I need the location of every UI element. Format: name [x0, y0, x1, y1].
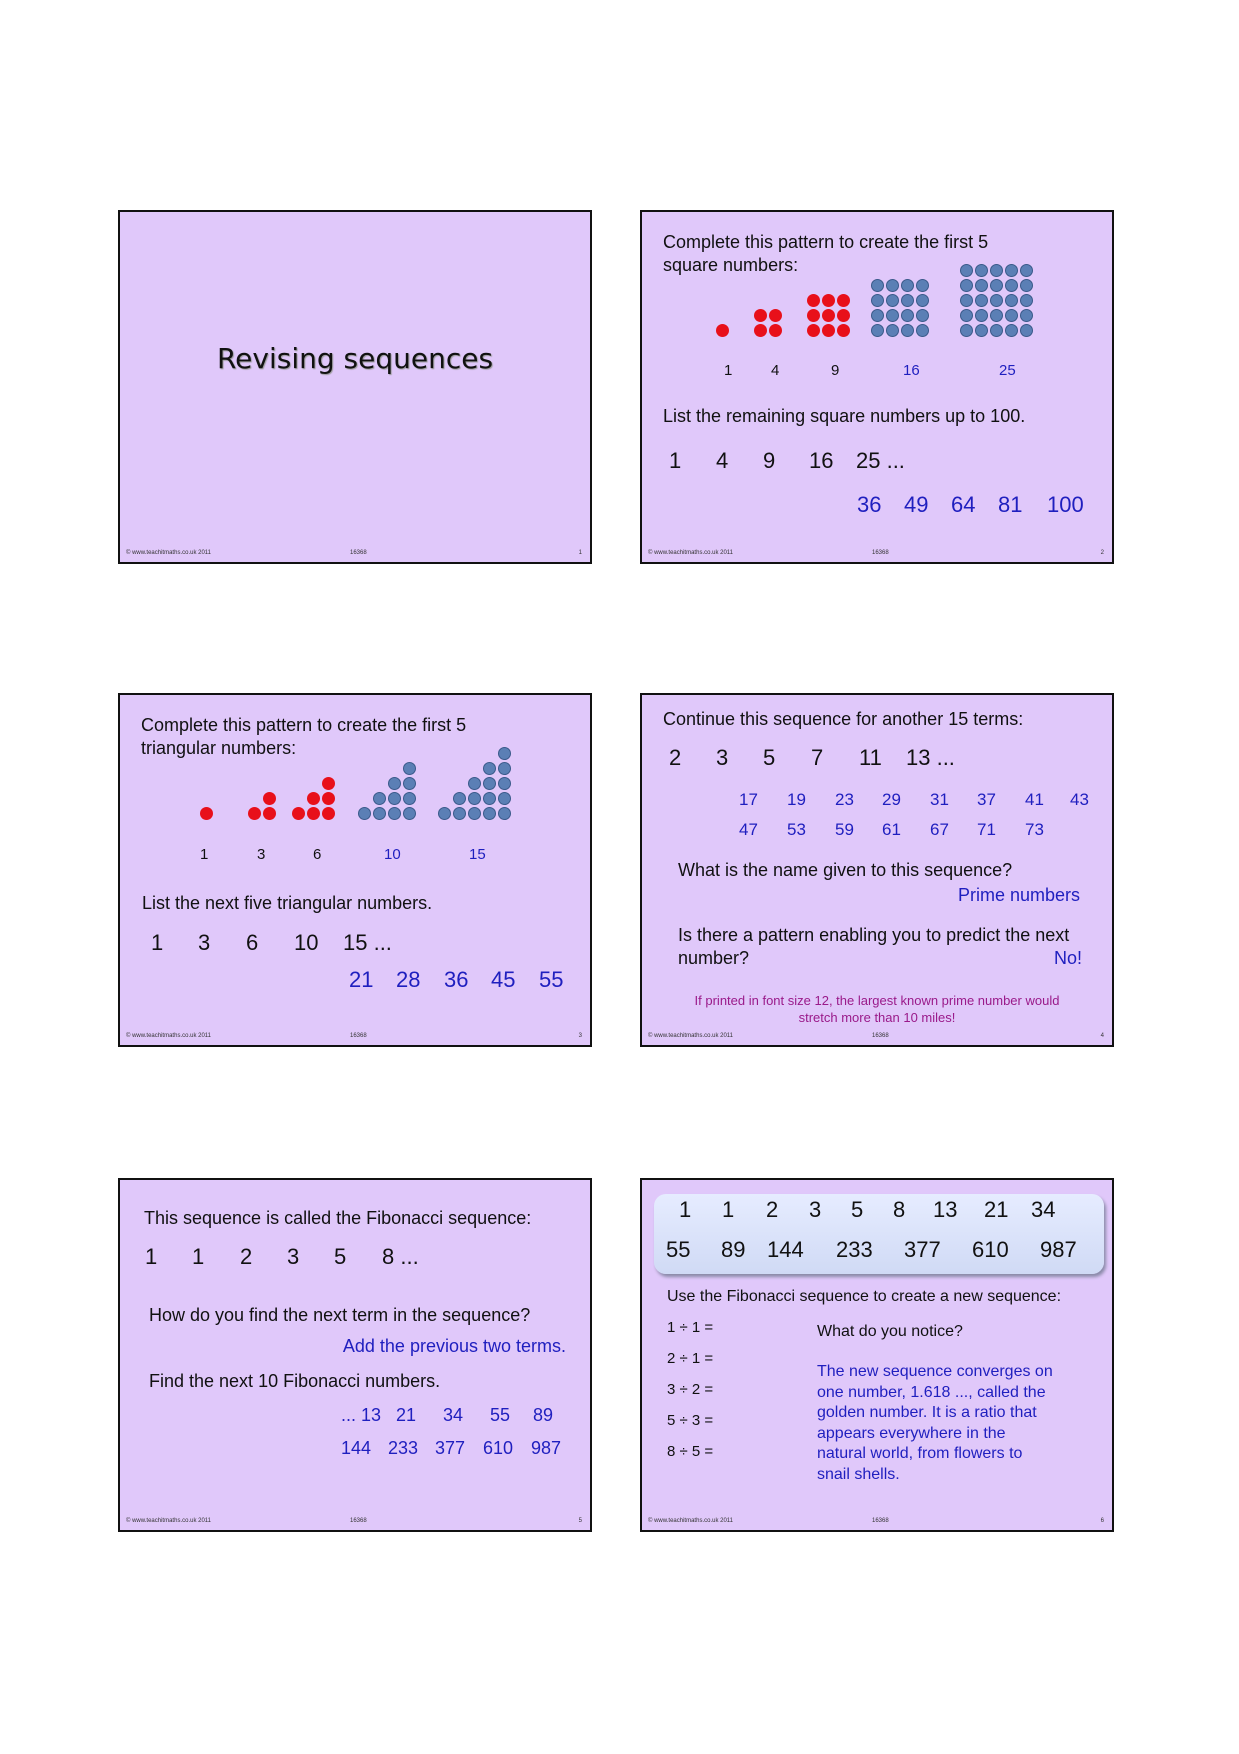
pattern-label: 9 — [831, 362, 840, 379]
footer-copyright: © www.teachitmaths.co.uk 2011 — [648, 1518, 734, 1524]
blue-dot — [975, 294, 988, 307]
blue-dot — [483, 777, 496, 790]
slide-6 — [640, 1178, 1114, 1532]
answer-add-previous: Add the previous two terms. — [342, 1336, 566, 1356]
fibonacci-term: 34 — [1031, 1197, 1056, 1222]
pattern-label: 6 — [313, 846, 322, 863]
red-dot — [822, 309, 835, 322]
blue-dot — [901, 324, 914, 337]
explanation-line: appears everywhere in the — [817, 1424, 1006, 1442]
prime-answer: 67 — [930, 820, 949, 839]
blue-dot — [886, 279, 899, 292]
footer-code: 16368 — [350, 1033, 367, 1039]
footer-page-number: 5 — [578, 1518, 582, 1524]
question-sequence-name: What is the name given to this sequence? — [678, 860, 1013, 880]
blue-dot — [871, 309, 884, 322]
prime-answer: 23 — [835, 790, 854, 809]
fibonacci-answer: 21 — [396, 1405, 417, 1425]
blue-dot — [871, 279, 884, 292]
question-pattern-line-1: Is there a pattern enabling you to predict the next — [678, 925, 1070, 945]
fibonacci-answer: 377 — [435, 1438, 466, 1458]
answer-no: No! — [1053, 948, 1082, 968]
prompt-line-1: Complete this pattern to create the first 5 — [663, 232, 989, 252]
intro: This sequence is called the Fibonacci sequence: — [144, 1208, 532, 1228]
blue-dot — [403, 807, 416, 820]
prime-answer: 31 — [930, 790, 949, 809]
blue-dot — [498, 807, 511, 820]
fibonacci-answer: 610 — [483, 1438, 514, 1458]
red-dot — [322, 792, 335, 805]
fibonacci-term: 377 — [904, 1237, 941, 1262]
red-dot — [769, 309, 782, 322]
prime-answer: 47 — [739, 820, 758, 839]
blue-dot — [886, 294, 899, 307]
red-dot — [716, 324, 729, 337]
blue-dot — [1020, 264, 1033, 277]
explanation-line: one number, 1.618 ..., called the — [817, 1383, 1046, 1401]
ratio-item: 5 ÷ 3 = — [667, 1412, 714, 1429]
fibonacci-term: 1 — [722, 1197, 735, 1222]
blue-dot — [960, 294, 973, 307]
prime-answer: 19 — [787, 790, 806, 809]
ratio-item: 2 ÷ 1 = — [667, 1350, 714, 1367]
answer-term: 100 — [1047, 492, 1084, 517]
explanation-line: The new sequence converges on — [817, 1363, 1053, 1380]
prime-answer: 43 — [1070, 790, 1089, 809]
answer-term: 49 — [904, 492, 929, 517]
fibonacci-term: 144 — [767, 1237, 804, 1262]
given-term: 16 — [809, 448, 834, 473]
explanation-line: snail shells. — [817, 1465, 900, 1483]
blue-dot — [438, 807, 451, 820]
prime-answer: 61 — [882, 820, 901, 839]
red-dot — [307, 792, 320, 805]
red-dot — [822, 294, 835, 307]
blue-dot — [901, 294, 914, 307]
blue-dot — [388, 777, 401, 790]
blue-dot — [1005, 294, 1018, 307]
answer-term: 36 — [857, 492, 882, 517]
blue-dot — [871, 324, 884, 337]
blue-dot — [990, 309, 1003, 322]
list-prompt: List the next five triangular numbers. — [142, 893, 433, 913]
given-term: 1 — [151, 930, 164, 955]
fibonacci-term: 1 — [679, 1197, 692, 1222]
red-dot — [263, 807, 276, 820]
footer-copyright: © www.teachitmaths.co.uk 2011 — [126, 1518, 212, 1524]
given-term: 1 — [145, 1244, 158, 1269]
given-term: 15 ... — [343, 930, 392, 955]
red-dot — [754, 309, 767, 322]
blue-dot — [388, 792, 401, 805]
blue-dot — [990, 324, 1003, 337]
slide-1 — [118, 210, 592, 564]
given-term: 1 — [669, 448, 682, 473]
red-dot — [807, 294, 820, 307]
blue-dot — [975, 309, 988, 322]
answer-term: 45 — [491, 967, 516, 992]
fibonacci-answer: 55 — [490, 1405, 511, 1425]
answer-term: 36 — [444, 967, 469, 992]
blue-dot — [373, 792, 386, 805]
answer-term: 55 — [539, 967, 564, 992]
given-term: 25 ... — [856, 448, 905, 473]
fibonacci-term: 5 — [851, 1197, 864, 1222]
given-term: 6 — [246, 930, 259, 955]
fibonacci-term: 13 — [933, 1197, 958, 1222]
blue-dot — [498, 747, 511, 760]
answer-prime-numbers: Prime numbers — [957, 885, 1080, 905]
blue-dot — [373, 807, 386, 820]
blue-dot — [960, 309, 973, 322]
prompt-line-2: square numbers: — [663, 255, 799, 275]
pattern-label: 3 — [257, 846, 266, 863]
given-term: 7 — [811, 745, 824, 770]
pattern-label: 25 — [999, 362, 1016, 379]
blue-dot — [990, 294, 1003, 307]
pattern-label: 4 — [771, 362, 780, 379]
blue-dot — [975, 264, 988, 277]
ratio-item: 8 ÷ 5 = — [667, 1443, 714, 1460]
prime-answer: 17 — [739, 790, 758, 809]
fibonacci-answer: 987 — [531, 1438, 562, 1458]
prime-answer: 71 — [977, 820, 996, 839]
prime-answer: 59 — [835, 820, 854, 839]
prime-answer: 37 — [977, 790, 996, 809]
fibonacci-answer: 89 — [533, 1405, 554, 1425]
red-dot — [292, 807, 305, 820]
blue-dot — [483, 792, 496, 805]
red-dot — [837, 294, 850, 307]
prime-answer: 53 — [787, 820, 806, 839]
blue-dot — [960, 279, 973, 292]
ratio-item: 3 ÷ 2 = — [667, 1381, 714, 1398]
footer-copyright: © www.teachitmaths.co.uk 2011 — [126, 1033, 212, 1039]
blue-dot — [1020, 309, 1033, 322]
red-dot — [754, 324, 767, 337]
answer-term: 64 — [951, 492, 976, 517]
footer-page-number: 3 — [578, 1033, 582, 1039]
prime-answer: 29 — [882, 790, 901, 809]
red-dot — [263, 792, 276, 805]
find-prompt: Find the next 10 Fibonacci numbers. — [149, 1371, 441, 1391]
footer-page-number: 4 — [1100, 1033, 1104, 1039]
blue-dot — [1020, 324, 1033, 337]
footer-page-number: 2 — [1100, 550, 1104, 556]
blue-dot — [1005, 324, 1018, 337]
red-dot — [769, 324, 782, 337]
red-dot — [807, 324, 820, 337]
blue-dot — [483, 762, 496, 775]
footer-code: 16368 — [872, 1033, 889, 1039]
fibonacci-term: 233 — [836, 1237, 873, 1262]
red-dot — [248, 807, 261, 820]
blue-dot — [1005, 264, 1018, 277]
blue-dot — [403, 762, 416, 775]
fibonacci-term: 987 — [1040, 1237, 1077, 1262]
fibonacci-answer: 144 — [341, 1438, 372, 1458]
answer-term: 21 — [349, 967, 374, 992]
fibonacci-term: 21 — [984, 1197, 1009, 1222]
red-dot — [837, 309, 850, 322]
given-term: 8 ... — [382, 1244, 419, 1269]
given-term: 3 — [716, 745, 729, 770]
blue-dot — [1005, 309, 1018, 322]
blue-dot — [388, 807, 401, 820]
blue-dot — [975, 279, 988, 292]
footer-copyright: © www.teachitmaths.co.uk 2011 — [648, 1033, 734, 1039]
footer-code: 16368 — [350, 1518, 367, 1524]
instruction: Use the Fibonacci sequence to create a new sequence: — [667, 1288, 1062, 1305]
red-dot — [322, 777, 335, 790]
blue-dot — [990, 264, 1003, 277]
blue-dot — [468, 807, 481, 820]
fibonacci-answer: 34 — [443, 1405, 464, 1425]
blue-dot — [916, 294, 929, 307]
blue-dot — [960, 264, 973, 277]
blue-dot — [886, 309, 899, 322]
slide-2 — [640, 210, 1114, 564]
pattern-label: 15 — [469, 846, 486, 863]
slide-3 — [118, 693, 592, 1047]
red-dot — [322, 807, 335, 820]
blue-dot — [1020, 279, 1033, 292]
prompt-line-2: triangular numbers: — [141, 738, 297, 758]
footer-code: 16368 — [872, 550, 889, 556]
given-term: 4 — [716, 448, 729, 473]
ratio-item: 1 ÷ 1 = — [667, 1319, 714, 1336]
slide-title: Revising sequences — [216, 342, 494, 375]
red-dot — [307, 807, 320, 820]
explanation-line: natural world, from flowers to — [817, 1445, 1023, 1462]
blue-dot — [468, 792, 481, 805]
blue-dot — [975, 324, 988, 337]
footer-copyright: © www.teachitmaths.co.uk 2011 — [126, 550, 212, 556]
footer-code: 16368 — [350, 550, 367, 556]
fibonacci-term: 610 — [972, 1237, 1009, 1262]
fibonacci-answer: ... 13 — [341, 1405, 382, 1425]
question-pattern-line-2: number? — [678, 948, 750, 968]
slide-4 — [640, 693, 1114, 1047]
blue-dot — [453, 792, 466, 805]
answer-term: 81 — [998, 492, 1023, 517]
fibonacci-term: 8 — [893, 1197, 906, 1222]
prime-answer: 73 — [1025, 820, 1044, 839]
given-term: 5 — [334, 1244, 347, 1269]
footer-page-number: 1 — [578, 550, 582, 556]
blue-dot — [990, 279, 1003, 292]
blue-dot — [916, 309, 929, 322]
given-term: 5 — [763, 745, 776, 770]
given-term: 2 — [240, 1244, 253, 1269]
footer-code: 16368 — [872, 1518, 889, 1524]
given-term: 10 — [294, 930, 319, 955]
red-dot — [822, 324, 835, 337]
blue-dot — [901, 309, 914, 322]
fibonacci-sequence-box — [654, 1194, 1104, 1274]
pattern-label: 16 — [903, 362, 920, 379]
given-term: 3 — [198, 930, 211, 955]
prompt: Continue this sequence for another 15 terms: — [663, 709, 1024, 729]
blue-dot — [916, 279, 929, 292]
red-dot — [837, 324, 850, 337]
explanation-line: golden number. It is a ratio that — [817, 1404, 1037, 1421]
blue-dot — [483, 807, 496, 820]
given-term: 1 — [192, 1244, 205, 1269]
pattern-label: 10 — [384, 846, 401, 863]
given-term: 11 — [859, 745, 882, 770]
given-term: 9 — [763, 448, 776, 473]
blue-dot — [901, 279, 914, 292]
blue-dot — [886, 324, 899, 337]
slide-5 — [118, 1178, 592, 1532]
red-dot — [807, 309, 820, 322]
blue-dot — [358, 807, 371, 820]
blue-dot — [453, 807, 466, 820]
blue-dot — [960, 324, 973, 337]
footer-page-number: 6 — [1100, 1518, 1104, 1524]
fibonacci-term: 89 — [721, 1237, 746, 1262]
blue-dot — [468, 777, 481, 790]
footer-copyright: © www.teachitmaths.co.uk 2011 — [648, 550, 734, 556]
fibonacci-term: 2 — [766, 1197, 779, 1222]
given-term: 3 — [287, 1244, 300, 1269]
answer-term: 28 — [396, 967, 421, 992]
fibonacci-term: 55 — [666, 1237, 691, 1262]
given-term: 2 — [669, 745, 682, 770]
question-next-term: How do you find the next term in the sequence? — [149, 1305, 531, 1325]
red-dot — [200, 807, 213, 820]
blue-dot — [403, 792, 416, 805]
blue-dot — [403, 777, 416, 790]
notice-question: What do you notice? — [817, 1323, 963, 1340]
fibonacci-term: 3 — [809, 1197, 822, 1222]
blue-dot — [1005, 279, 1018, 292]
pattern-label: 1 — [724, 362, 733, 379]
blue-dot — [871, 294, 884, 307]
given-term: 13 ... — [906, 745, 955, 770]
fibonacci-answer: 233 — [388, 1438, 419, 1458]
blue-dot — [498, 792, 511, 805]
pattern-label: 1 — [200, 846, 209, 863]
fact-line-2: stretch more than 10 miles! — [798, 1010, 956, 1025]
blue-dot — [916, 324, 929, 337]
blue-dot — [1020, 294, 1033, 307]
fact-line-1: If printed in font size 12, the largest known prime number would — [694, 993, 1060, 1008]
blue-dot — [498, 777, 511, 790]
list-prompt: List the remaining square numbers up to 100. — [663, 406, 1026, 426]
prompt-line-1: Complete this pattern to create the first 5 — [141, 715, 467, 735]
blue-dot — [498, 762, 511, 775]
prime-answer: 41 — [1025, 790, 1044, 809]
